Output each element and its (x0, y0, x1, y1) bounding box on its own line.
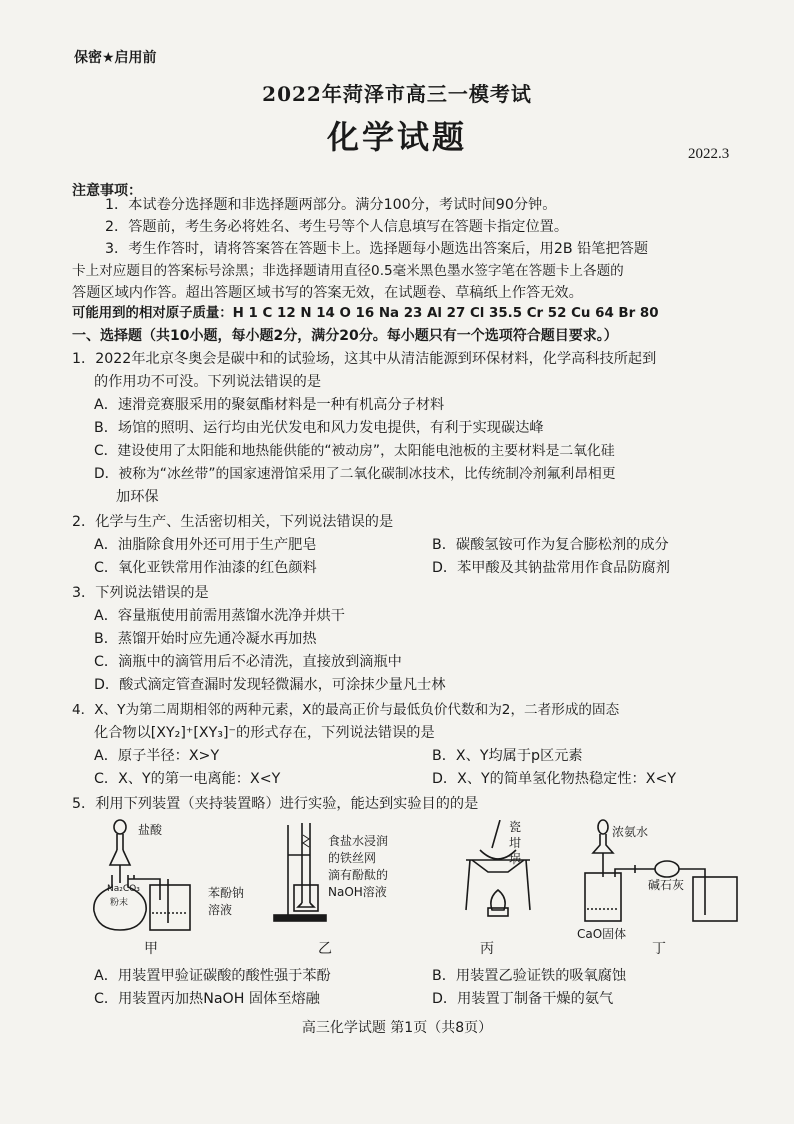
label-salt-water-soaked: 食盐水浸润 (328, 834, 389, 848)
q3-option-d: D．酸式滴定管查漏时发现轻微漏水，可涂抹少量凡士林 (94, 677, 446, 693)
apparatus-ding-name: 丁 (652, 941, 666, 957)
q1-option-b: B．场馆的照明、运行均由光伏发电和风力发电提供，有利于实现碳达峰 (94, 420, 544, 436)
label-powder: 粉末 (110, 898, 129, 908)
page-footer: 高三化学试题 第1页（共8页） (301, 1020, 493, 1036)
notice-line-4: 卡上对应题目的答案标号涂黑；非选择题请用直径0.5毫米黑色墨水签字笔在答题卡上各题的 (72, 263, 624, 279)
exam-date: 2022.3 (688, 146, 730, 162)
q4-stem-line1: 4．X、Y为第二周期相邻的两种元素，X的最高正价与最低负价代数和为2，二者形成的固态 (72, 702, 620, 718)
apparatus-yi-name: 乙 (318, 941, 332, 957)
apparatus-yi-diagram (270, 815, 330, 925)
q4-option-c: C．X、Y的第一电离能：X<Y (94, 771, 281, 787)
apparatus-bing-diagram (458, 820, 538, 925)
q3-option-b: B．蒸馏开始时应先通冷凝水再加热 (94, 631, 317, 647)
q4-option-d: D．X、Y的简单氢化物热稳定性：X<Y (432, 771, 677, 787)
q4-option-b: B．X、Y均属于p区元素 (432, 748, 583, 764)
q1-option-d-line1: D．被称为“冰丝带”的国家速滑馆采用了二氧化碳制冰技术，比传统制冷剂氟利昂相更 (94, 466, 616, 482)
label-na2co3: Na₂CO₃ (107, 884, 140, 894)
apparatus-bing-name: 丙 (480, 941, 494, 957)
q5-option-c: C．用装置丙加热NaOH 固体至熔融 (94, 991, 320, 1007)
q5-option-b: B．用装置乙验证铁的吸氧腐蚀 (432, 968, 627, 984)
notice-line-2: 2．答题前，考生务必将姓名、考生号等个人信息填写在答题卡指定位置。 (105, 219, 569, 235)
label-concentrated-ammonia: 浓氨水 (612, 825, 649, 839)
q1-option-a: A．速滑竞赛服采用的聚氨酯材料是一种有机高分子材料 (94, 397, 445, 413)
notice-line-1: 1．本试卷分选择题和非选择题两部分。满分100分，考试时间90分钟。 (105, 197, 557, 213)
q3-stem: 3．下列说法错误的是 (72, 585, 209, 601)
q2-option-a: A．油脂除食用外还可用于生产肥皂 (94, 537, 317, 553)
q4-option-a: A．原子半径：X>Y (94, 748, 220, 764)
q5-option-a: A．用装置甲验证碳酸的酸性强于苯酚 (94, 968, 331, 984)
q2-option-d: D．苯甲酸及其钠盐常用作食品防腐剂 (432, 560, 670, 576)
apparatus-jia-name: 甲 (144, 941, 158, 957)
confidential-label: 保密★启用前 (74, 50, 157, 66)
label-solution: 溶液 (208, 903, 233, 917)
label-hydrochloric-acid: 盐酸 (138, 823, 163, 837)
q5-option-d: D．用装置丁制备干燥的氨气 (432, 991, 614, 1007)
notice-line-3: 3．考生作答时，请将答案答在答题卡上。选择题每小题选出答案后，用2B 铅笔把答题 (105, 241, 649, 257)
q1-stem-line2: 的作用功不可没。下列说法错误的是 (94, 374, 322, 390)
label-crucible-3: 埚 (509, 852, 522, 866)
q1-stem-line1: 1．2022年北京冬奥会是碳中和的试验场，这其中从清洁能源到环保材料，化学高科技所起到 (72, 351, 657, 367)
q2-stem: 2．化学与生产、生活密切相关，下列说法错误的是 (72, 514, 394, 530)
q1-option-c: C．建设使用了太阳能和地热能供能的“被动房”，太阳能电池板的主要材料是二氧化硅 (94, 443, 615, 459)
label-crucible-2: 坩 (509, 836, 522, 850)
q2-option-c: C．氧化亚铁常用作油漆的红色颜料 (94, 560, 317, 576)
section-heading: 一、选择题（共10小题，每小题2分，满分20分。每小题只有一个选项符合题目要求。） (72, 328, 618, 344)
q3-option-c: C．滴瓶中的滴管用后不必清洗，直接放到滴瓶中 (94, 654, 402, 670)
q4-stem-line2: 化合物以[XY₂]⁺[XY₃]⁻的形式存在，下列说法错误的是 (94, 725, 435, 741)
label-naoh-solution: NaOH溶液 (328, 885, 387, 899)
subject-title: 化学试题 (326, 118, 467, 156)
label-iron-mesh: 的铁丝网 (328, 851, 377, 865)
atomic-masses: 可能用到的相对原子质量：H 1 C 12 N 14 O 16 Na 23 Al 27 Cl 35.5 Cr 52 Cu 64 Br 80 (72, 306, 659, 321)
q1-option-d-line2: 加环保 (116, 489, 159, 505)
label-with-phenolphthalein: 滴有酚酞的 (328, 868, 389, 882)
exam-title: 2022年菏泽市高三一模考试 (262, 82, 532, 106)
notice-heading: 注意事项： (72, 183, 142, 199)
label-soda-lime: 碱石灰 (648, 878, 685, 892)
label-crucible-1: 瓷 (509, 820, 522, 834)
q5-stem: 5．利用下列装置（夹持装置略）进行实验，能达到实验目的的是 (72, 796, 479, 812)
label-cao-solid: CaO固体 (577, 927, 627, 941)
q3-option-a: A．容量瓶使用前需用蒸馏水洗净并烘干 (94, 608, 345, 624)
q2-option-b: B．碳酸氢铵可作为复合膨松剂的成分 (432, 537, 669, 553)
label-sodium-phenoxide: 苯酚钠 (208, 886, 245, 900)
apparatus-ding-diagram (575, 815, 750, 925)
notice-line-5: 答题区域内作答。超出答题区域书写的答案无效，在试题卷、草稿纸上作答无效。 (72, 285, 583, 301)
